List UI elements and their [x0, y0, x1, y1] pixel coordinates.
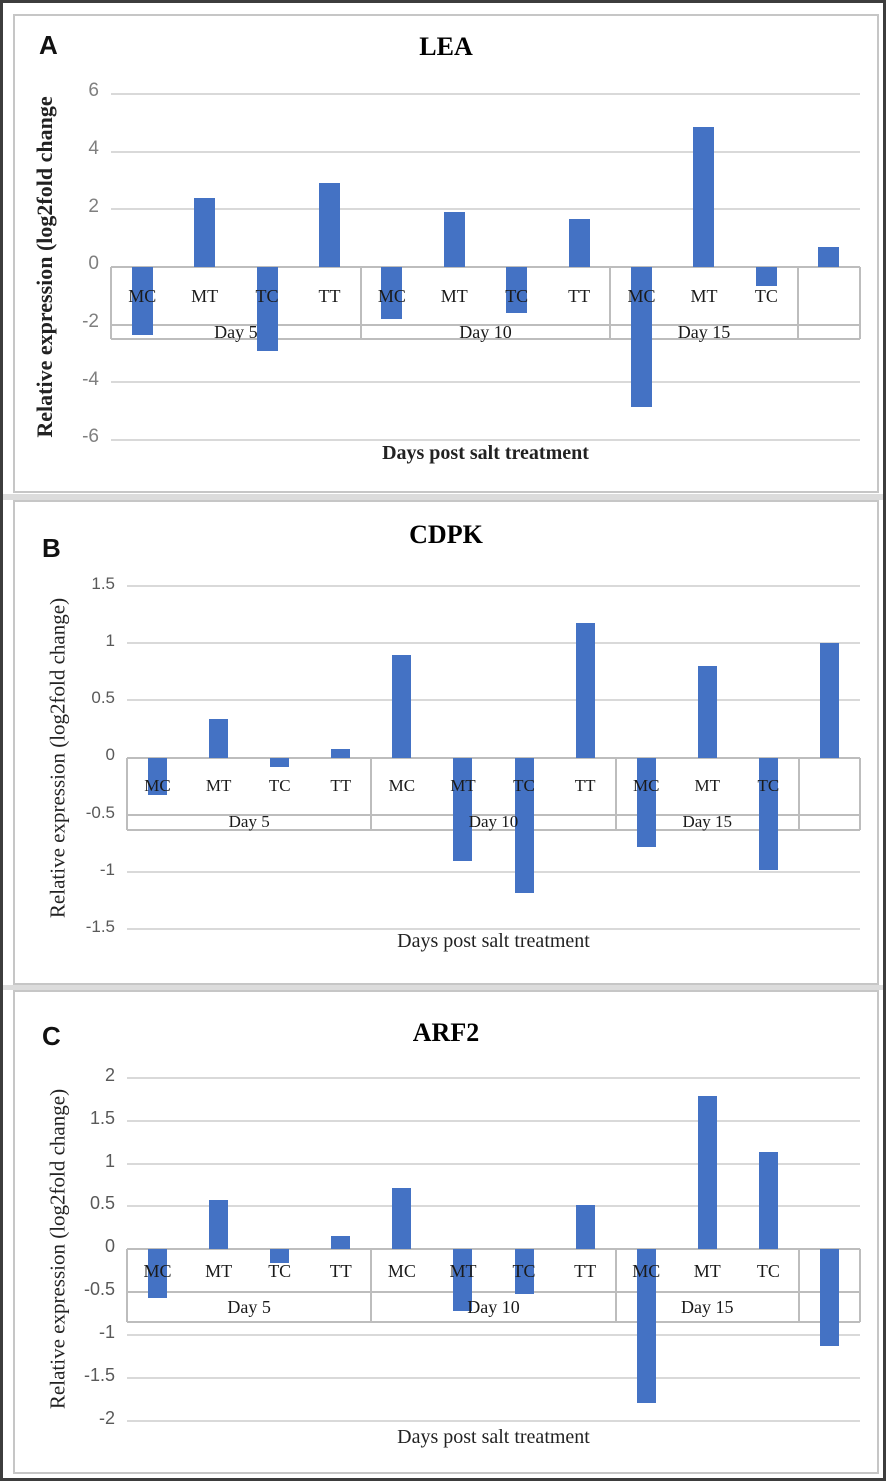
y-tick-label: 2 [88, 195, 99, 217]
bar-MT [453, 758, 472, 861]
category-label: MT [205, 1260, 233, 1281]
group-label: Day 10 [468, 812, 519, 832]
y-axis-title-a: Relative expression (log2fold change [32, 96, 57, 438]
gridline [111, 381, 860, 383]
gridline [127, 1377, 860, 1379]
band-line [127, 1248, 860, 1250]
bar-MT [209, 1200, 228, 1250]
category-label: MC [627, 285, 656, 306]
band-line [127, 1291, 860, 1293]
y-tick-label: -1.5 [85, 917, 115, 937]
group-label: Day 5 [228, 812, 270, 832]
gridline [111, 439, 860, 441]
y-tick-label: 0.5 [89, 1193, 115, 1214]
category-label: MC [387, 1260, 416, 1281]
category-label: TT [568, 285, 591, 306]
y-tick-label: 4 [88, 138, 99, 159]
bar-unlabeled [818, 247, 839, 267]
gridline [127, 1205, 860, 1207]
x-axis-title-b: Days post salt treatment [397, 930, 590, 952]
category-label: TC [754, 285, 778, 306]
y-axis-title-c: Relative expression (log2fold change) [45, 1089, 70, 1410]
band-line [111, 266, 860, 268]
gridline [111, 151, 860, 153]
group-label: Day 5 [227, 1297, 271, 1318]
category-label: TC [756, 1260, 780, 1281]
y-tick-label: 1 [105, 630, 115, 650]
category-label: TC [505, 285, 529, 306]
bar-TT [576, 1205, 595, 1250]
bar-unlabeled [820, 643, 839, 758]
category-label: TC [512, 1260, 536, 1281]
y-tick-label: 0 [88, 253, 99, 275]
y-axis-title-b: Relative expression (log2fold change) [45, 597, 70, 918]
bar-MT [698, 1096, 717, 1250]
group-label: Day 10 [459, 321, 512, 342]
band-divider [859, 758, 861, 830]
group-label: Day 15 [681, 1297, 734, 1318]
bar-MT [698, 666, 717, 758]
bar-MT [194, 198, 215, 267]
category-label: TT [574, 1260, 597, 1281]
category-label: MC [388, 776, 416, 796]
category-label: MC [377, 285, 406, 306]
y-tick-label: 1 [104, 1150, 115, 1171]
bar-MC [392, 655, 411, 758]
band-divider [859, 1249, 861, 1322]
category-label: MT [693, 1260, 721, 1281]
category-label: MT [440, 285, 468, 306]
band-divider [859, 267, 861, 339]
group-label: Day 10 [467, 1297, 520, 1318]
panel-label-c: C [42, 1021, 61, 1051]
category-label: MT [205, 776, 232, 796]
panel-b [13, 500, 879, 985]
y-tick-label: -4 [82, 368, 99, 390]
category-label: MT [449, 1260, 477, 1281]
bar-MT [444, 212, 465, 267]
y-tick-label: -0.5 [83, 1279, 115, 1300]
y-tick-label: -1 [99, 859, 115, 879]
y-tick-label: 0.5 [91, 688, 115, 708]
category-label: TT [330, 776, 352, 796]
group-label: Day 5 [214, 321, 258, 342]
y-tick-label: -1.5 [83, 1365, 115, 1386]
bar-TT [331, 749, 350, 758]
category-label: MC [128, 285, 157, 306]
gridline [127, 1334, 860, 1336]
y-tick-label: 0 [104, 1236, 115, 1257]
bar-TC [270, 758, 289, 767]
bar-TT [576, 623, 595, 758]
category-label: TT [574, 776, 596, 796]
bar-MT [693, 127, 714, 267]
band-line [127, 757, 860, 759]
y-tick-label: 0 [105, 745, 115, 765]
group-label: Day 15 [682, 812, 733, 832]
bar-unlabeled [820, 1249, 839, 1346]
y-tick-label: -2 [82, 310, 99, 332]
gridline [127, 871, 860, 873]
bar-TT [319, 183, 340, 267]
category-label: MT [690, 285, 718, 306]
y-tick-label: 6 [88, 80, 99, 102]
gridline [127, 1420, 860, 1422]
category-label: TC [513, 776, 535, 796]
category-label: MT [450, 776, 476, 796]
y-tick-label: -6 [82, 426, 99, 448]
gridline [127, 1077, 860, 1079]
category-label: MC [143, 1260, 172, 1281]
panel-label-a: A [39, 30, 58, 60]
category-label: TC [268, 776, 291, 796]
gridline [111, 93, 860, 95]
gridline [127, 928, 860, 930]
gridline [127, 1120, 860, 1122]
bar-TT [569, 219, 590, 267]
gridline [127, 699, 860, 701]
category-label: TT [329, 1260, 352, 1281]
x-axis-title-c: Days post salt treatment [397, 1426, 590, 1448]
panel-a [13, 14, 879, 493]
chart-title-cdpk: CDPK [409, 520, 483, 549]
category-label: MC [632, 1260, 661, 1281]
bar-MC [392, 1188, 411, 1250]
y-tick-label: -2 [98, 1407, 115, 1428]
chart-title-lea: LEA [419, 32, 473, 61]
chart-title-arf2: ARF2 [412, 1018, 480, 1047]
category-label: MC [632, 776, 660, 796]
category-label: MC [144, 776, 171, 796]
category-label: TC [757, 776, 780, 796]
x-axis-title-a: Days post salt treatment [382, 442, 589, 464]
category-label: MT [191, 285, 219, 306]
panel-label-b: B [42, 533, 61, 563]
y-tick-label: 1.5 [91, 573, 115, 593]
y-tick-label: -1 [98, 1322, 115, 1343]
gridline [111, 208, 860, 210]
y-tick-label: -0.5 [85, 802, 115, 822]
y-tick-label: 1.5 [89, 1107, 115, 1128]
category-label: TT [318, 285, 341, 306]
gridline [127, 642, 860, 644]
gridline [127, 1163, 860, 1165]
band-line [127, 1321, 860, 1323]
category-label: MT [694, 776, 721, 796]
category-label: TC [268, 1260, 292, 1281]
panel-c [13, 990, 879, 1474]
bar-MT [209, 719, 228, 758]
y-tick-label: 2 [104, 1064, 115, 1085]
group-label: Day 15 [677, 321, 731, 342]
gridline [127, 585, 860, 587]
category-label: TC [255, 285, 279, 306]
bar-TC [759, 1152, 778, 1249]
bar-TT [331, 1236, 350, 1250]
